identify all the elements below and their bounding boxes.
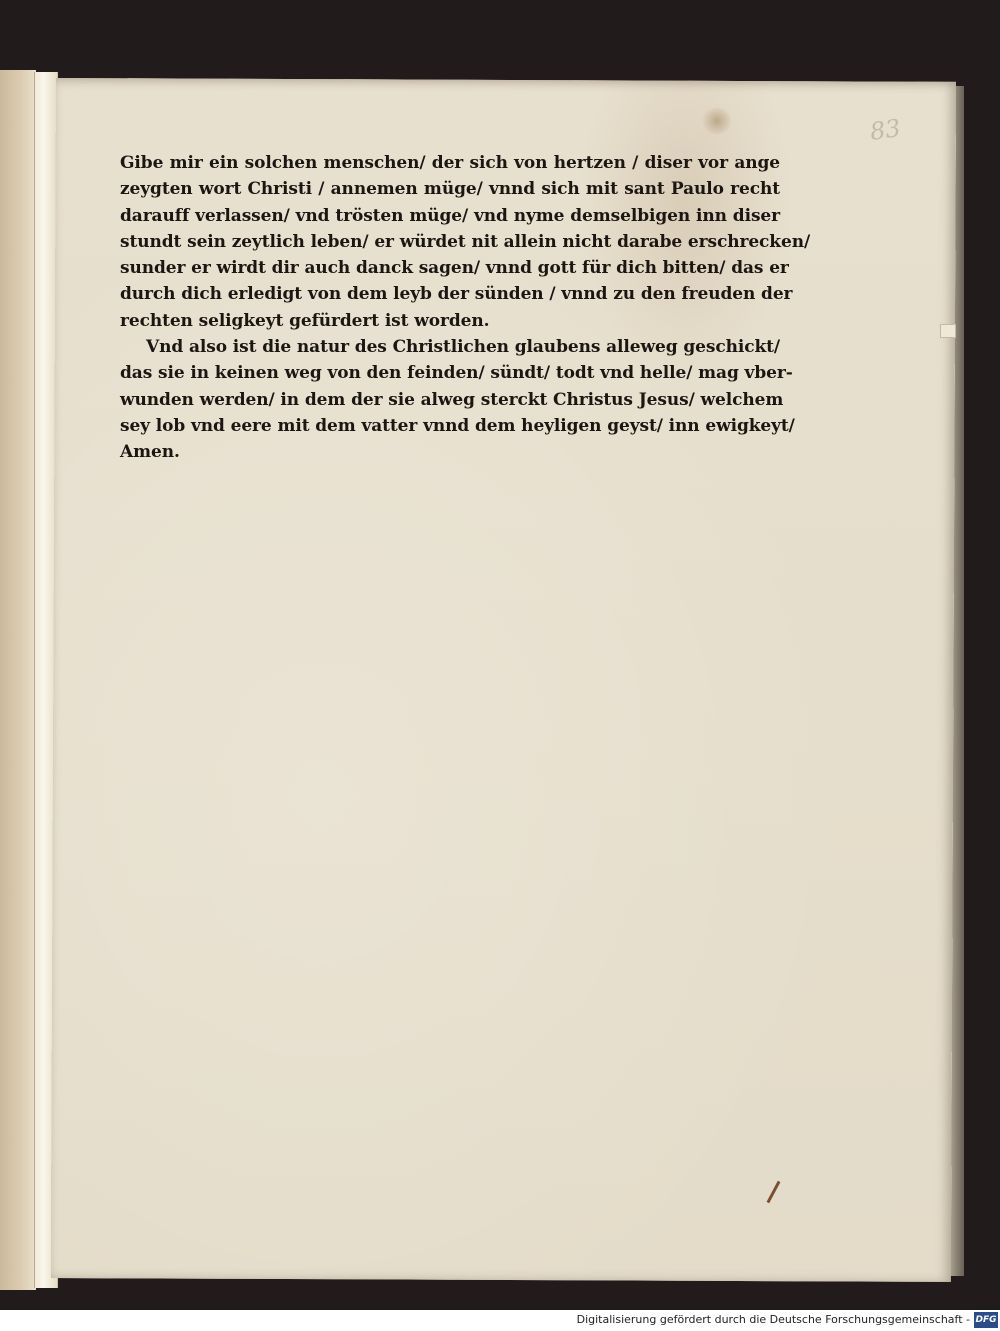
funding-credit: Digitalisierung gefördert durch die Deutsche Forschungsgemeinschaft - xyxy=(576,1313,970,1326)
text-line: Amen. xyxy=(120,442,180,463)
text-line: wunden werden/ in dem der sie alweg sterckt Christus Jesus/ welchem xyxy=(120,389,784,410)
text-line: rechten seligkeyt gefürdert ist worden. xyxy=(120,310,490,331)
text-line: stundt sein zeytlich leben/ er würdet nit allein nicht darabe erschrecken/ xyxy=(120,231,811,252)
text-line: das sie in keinen weg von den feinden/ sündt/ todt vnd helle/ mag vber- xyxy=(120,363,793,384)
dfg-logo: DFG xyxy=(974,1312,998,1328)
text-line: Vnd also ist die natur des Christlichen glaubens alleweg geschickt/ xyxy=(146,337,780,358)
text-line: darauff verlassen/ vnd trösten müge/ vnd nyme demselbigen inn diser xyxy=(120,205,780,226)
page-text xyxy=(120,150,811,466)
text-line: sunder er wirdt dir auch danck sagen/ vnnd gott für dich bitten/ das er xyxy=(120,258,789,279)
paragraph-2 xyxy=(120,334,795,465)
text-line: durch dich erledigt von dem leyb der sünden / vnnd zu den freuden der xyxy=(120,284,793,305)
text-line: sey lob vnd eere mit dem vatter vnnd dem heyligen geyst/ inn ewigkeyt/ xyxy=(120,415,795,436)
left-page-edge xyxy=(0,70,36,1290)
page-tear xyxy=(940,324,956,338)
text-line: zeygten wort Christi / annemen müge/ vnnd sich mit sant Paulo recht xyxy=(120,179,780,200)
text-line: Gibe mir ein solchen menschen/ der sich von hertzen / diser vor ange xyxy=(120,153,780,173)
paper-stain xyxy=(700,108,734,134)
paragraph-1 xyxy=(120,150,811,334)
folio-mark: 83 xyxy=(868,114,903,146)
